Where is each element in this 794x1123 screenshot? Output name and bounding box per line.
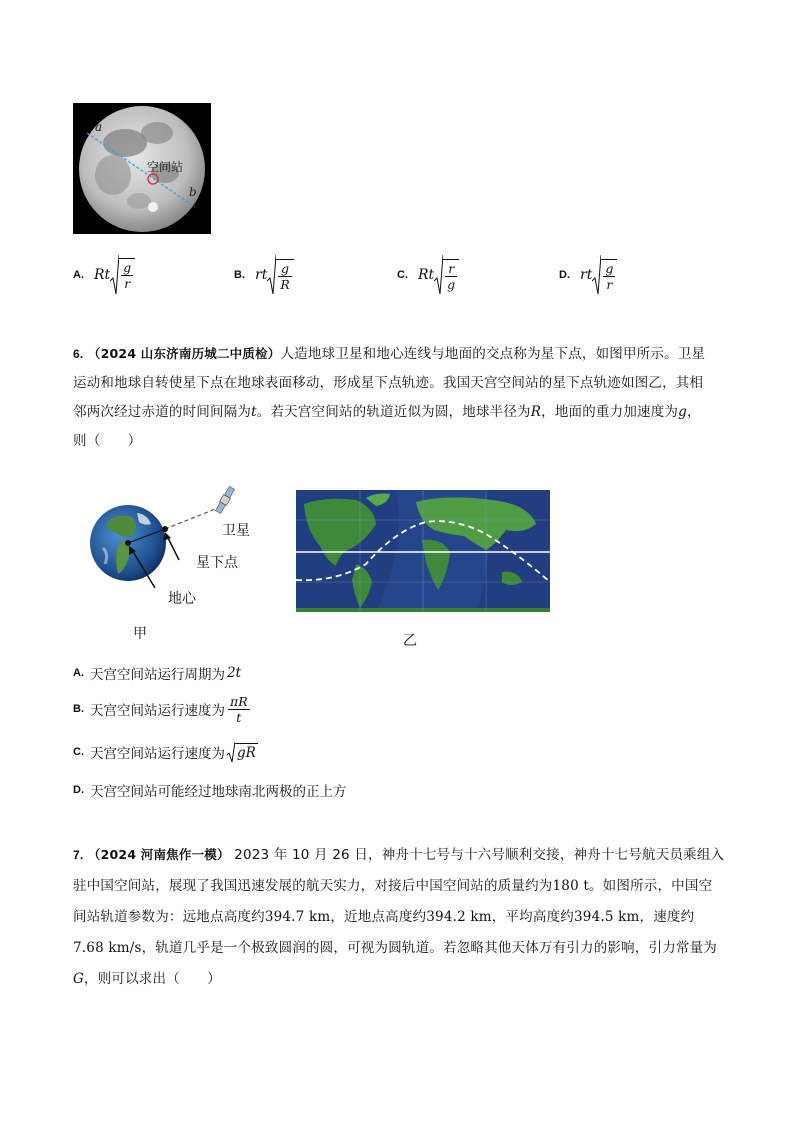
fraction-pi-r-over-t: $\frac{\pi R}{t}$ — [230, 693, 248, 725]
sqrt-expression: gR — [227, 741, 258, 763]
q7-line-3: 间站轨道参数为：远地点高度约394.7 km，近地点高度约394.2 km，平均高度约394.5 km，速度约 — [73, 909, 695, 925]
figure-jia-caption: 甲 — [133, 626, 147, 642]
q6-line-3: 邻两次经过赤道的时间间隔为t。若天宫空间站的轨道近似为圆，地球半径为R，地面的重力加速度为g， — [73, 404, 701, 420]
q5-option-c[interactable]: C. Rt $\frac{r}{g}$ — [397, 253, 459, 297]
moon-figure — [73, 103, 211, 234]
q6-option-d[interactable]: D. 天宫空间站可能经过地球南北两极的正上方 — [73, 784, 347, 800]
sqrt-expression: $\frac{g}{r}$ — [592, 255, 617, 295]
radical-sign — [227, 741, 235, 763]
ground-track-map — [296, 490, 550, 612]
figure-jia — [85, 478, 265, 648]
q5-option-b[interactable]: B. rt $\frac{g}{R}$ — [234, 253, 294, 297]
point-b-label: b — [189, 185, 197, 199]
q6-line-4: 则（ ） — [73, 433, 142, 449]
q6-line-2: 运动和地球自转使星下点在地球表面移动，形成星下点轨迹。我国天宫空间站的星下点轨迹如图乙，其相 — [73, 375, 704, 391]
q5-option-a[interactable]: A. Rt $\frac{g}{r}$ — [73, 253, 135, 297]
sqrt-expression: $\frac{r}{g}$ — [434, 255, 459, 295]
subpoint-label: 星下点 — [196, 555, 238, 571]
sqrt-expression: $\frac{g}{r}$ — [110, 255, 135, 295]
q7-line-2: 驻中国空间站，展现了我国迅速发展的航天实力，对接后中国空间站的质量约为180 t。如图所示，中国空 — [73, 878, 713, 894]
q6-option-c[interactable]: C. 天宫空间站运行速度为 gR — [73, 739, 258, 765]
sqrt-expression: $\frac{g}{R}$ — [267, 255, 293, 295]
figure-yi — [296, 490, 550, 650]
q7-line-1: 7. （2024 河南焦作一模） 2023 年 10 月 26 日，神舟十七号与十六号顺利交接，神舟十七号航天员乘组入 — [73, 847, 725, 863]
radical-sign — [110, 255, 119, 295]
station-label: 空间站 — [147, 160, 184, 174]
figure-yi-caption: 乙 — [403, 633, 417, 649]
q7-line-5: G，则可以求出（ ） — [73, 971, 221, 987]
radical-sign — [434, 255, 443, 295]
point-a-label: a — [95, 120, 103, 134]
radical-sign — [267, 255, 276, 295]
q7-line-4: 7.68 km/s，轨道几乎是一个极致圆润的圆，可视为圆轨道。若忽略其他天体万有引力的影响，引力常量为 — [73, 940, 718, 956]
moon-image — [73, 103, 211, 234]
q5-option-d[interactable]: D. rt $\frac{g}{r}$ — [559, 253, 617, 297]
q6-line-1: 6. （2024 山东济南历城二中质检）人造地球卫星和地心连线与地面的交点称为星下点，如图甲所示。卫星 — [73, 346, 706, 362]
q6-option-a[interactable]: A. 天宫空间站运行周期为 2t — [73, 665, 242, 683]
earth-center-label: 地心 — [168, 591, 196, 607]
q6-option-b[interactable]: B. 天宫空间站运行速度为 $\frac{\pi R}{t}$ — [73, 693, 248, 725]
satellite-label: 卫星 — [222, 523, 250, 539]
radical-sign — [592, 255, 601, 295]
satellite-icon — [215, 486, 236, 514]
q6-stem — [73, 339, 723, 456]
q7-stem — [73, 839, 723, 995]
